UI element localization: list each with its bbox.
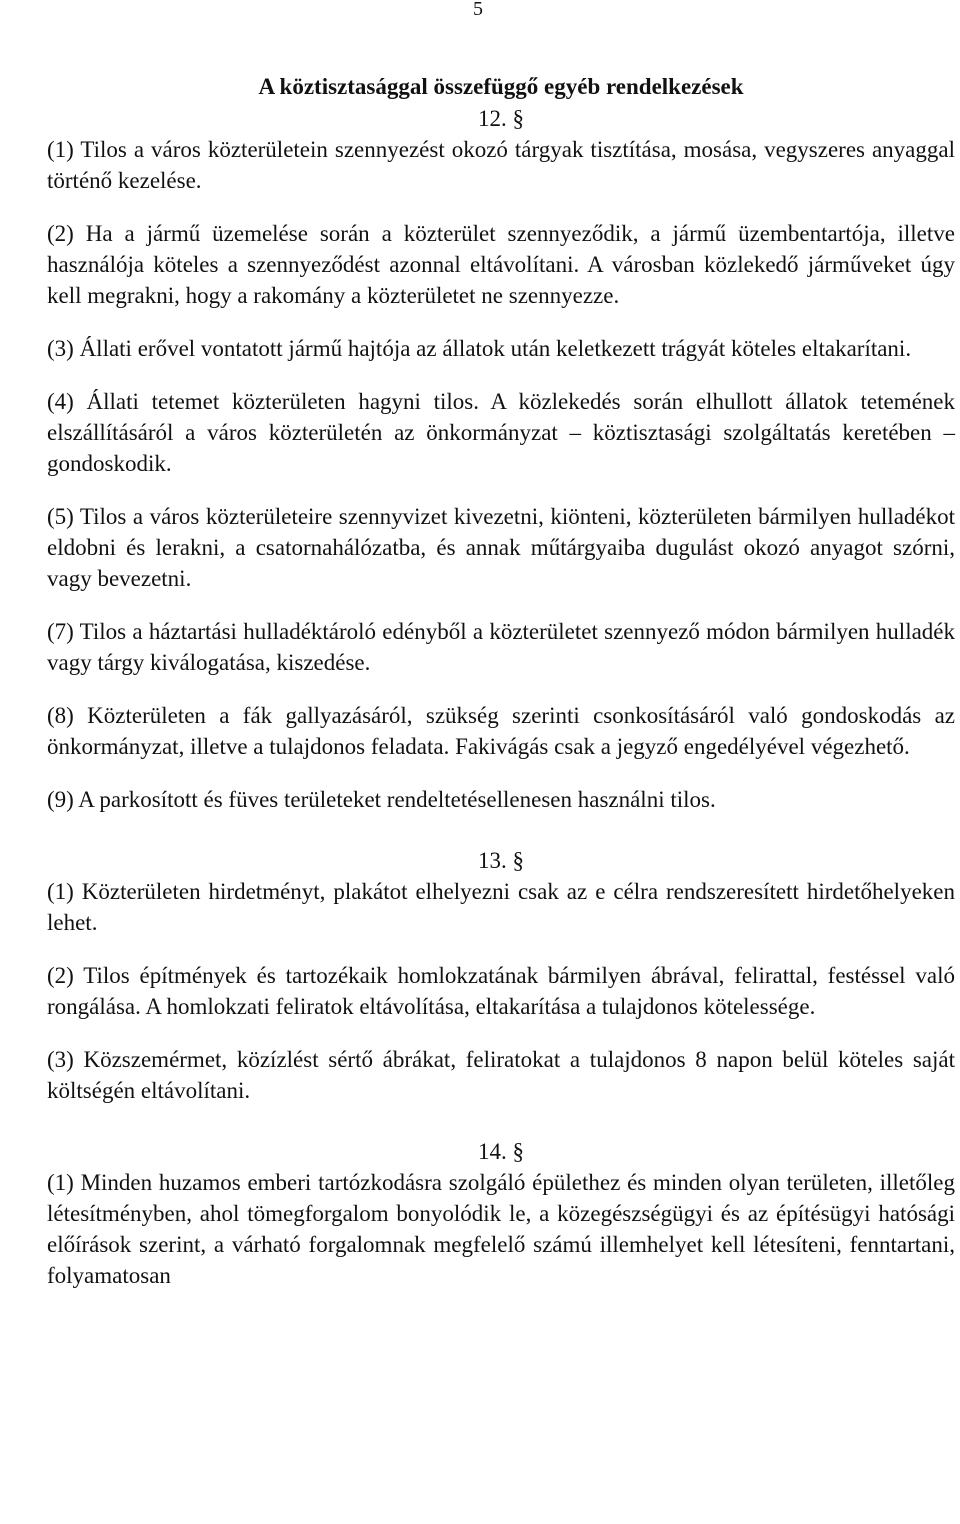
paragraph-12-7: (7) Tilos a háztartási hulladéktároló edényből a közterületet szennyező módon bármilyen hulladék vagy tárgy kiválogatása, kiszedése. [47, 619, 955, 675]
paragraph-12-4: (4) Állati tetemet közterületen hagyni tilos. A közlekedés során elhullott állatok tetemének elszállításáról a város közterületén az önkormányzat – köztisztasági szolgáltatás keretében – gondoskodik. [47, 389, 955, 476]
paragraph-13-3: (3) Közszemérmet, közízlést sértő ábrákat, feliratokat a tulajdonos 8 napon belül köteles saját költségén eltávolítani. [47, 1047, 955, 1103]
paragraph-13-1: (1) Közterületen hirdetményt, plakátot elhelyezni csak az e célra rendszeresített hirdetőhelyeken lehet. [47, 879, 955, 935]
section-heading-14: 14. § [478, 1139, 524, 1164]
paragraph-12-1: (1) Tilos a város közterületein szennyezést okozó tárgyak tisztítása, mosása, vegyszeres anyaggal történő kezelése. [47, 137, 955, 193]
paragraph-12-2: (2) Ha a jármű üzemelése során a közterület szennyeződik, a jármű üzembentartója, illetve használója köteles a szennyeződést azonnal eltávolítani. A városban közlekedő járműveket úgy kell megrakni, hogy a rakomány a közterületet ne szennyezze. [47, 221, 955, 308]
paragraph-14-1: (1) Minden huzamos emberi tartózkodásra szolgáló épülethez és minden olyan területen, illetőleg létesítményben, ahol tömegforgalom bonyolódik le, a közegészségügyi és az építésügyi hatósági előírások szerint, a várható forgalomnak megfelelő számú illemhelyet kell létesíteni, fenntartani, folyamatosan [47, 1170, 955, 1288]
section-heading-12: 12. § [478, 106, 524, 131]
paragraph-12-3: (3) Állati erővel vontatott jármű hajtója az állatok után keletkezett trágyát köteles eltakarítani. [47, 336, 912, 361]
paragraph-12-8: (8) Közterületen a fák gallyazásáról, szükség szerinti csonkosításáról való gondoskodás az önkormányzat, illetve a tulajdonos feladata. Fakivágás csak a jegyző engedélyével végezhető. [47, 703, 955, 759]
paragraph-12-5: (5) Tilos a város közterületeire szennyvizet kivezetni, kiönteni, közterületen bármilyen hulladékot eldobni és lerakni, a csatornahálózatba, és annak műtárgyaiba dugulást okozó anyagot szórni, vagy bevezetni. [47, 504, 955, 591]
page-number: 5 [473, 0, 483, 20]
paragraph-12-9: (9) A parkosított és füves területeket rendeltetésellenesen használni tilos. [47, 787, 716, 812]
document-title: A köztisztasággal összefüggő egyéb rendelkezések [258, 74, 744, 99]
paragraph-13-2: (2) Tilos építmények és tartozékaik homlokzatának bármilyen ábrával, felirattal, festéssel való rongálása. A homlokzati feliratok eltávolítása, eltakarítása a tulajdonos kötelessége. [47, 963, 955, 1019]
section-heading-13: 13. § [478, 848, 524, 873]
document-body [47, 71, 955, 1291]
